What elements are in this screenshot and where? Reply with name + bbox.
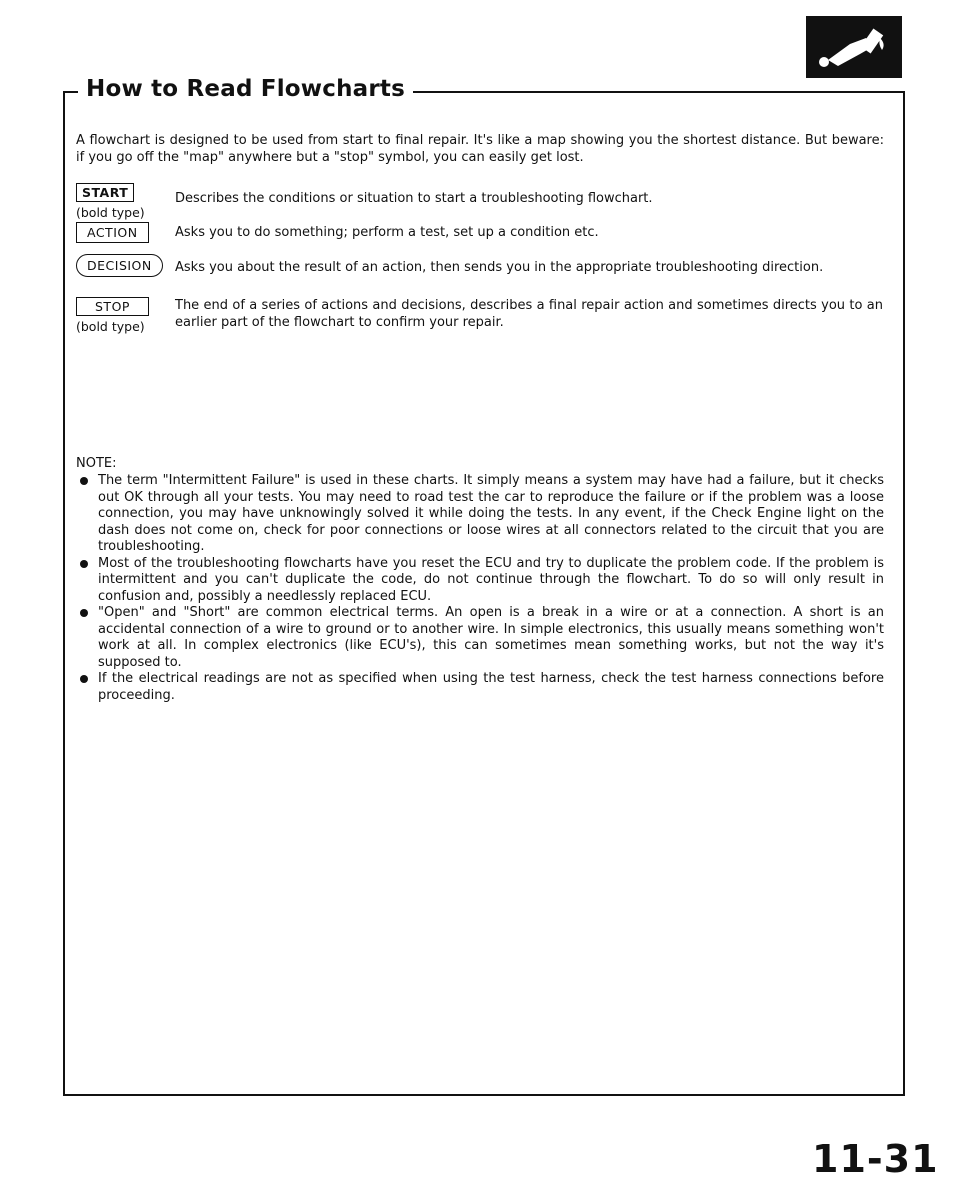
action-symbol: ACTION — [76, 222, 149, 243]
bullet-icon — [80, 477, 88, 485]
stop-description: The end of a series of actions and decisions, describes a final repair action and sometimes directs you to an earlier part of the flowchart to confirm your repair. — [175, 298, 883, 330]
bullet-icon — [80, 675, 88, 683]
start-subnote: (bold type) — [76, 205, 145, 220]
start-description: Describes the conditions or situation to start a troubleshooting flowchart. — [175, 191, 653, 206]
intro-paragraph: A flowchart is designed to be used from start to final repair. It's like a map showing you the shortest distance. But beware: if you go off the "map" anywhere but a "stop" symbol, you can easily get lost. — [76, 133, 884, 165]
page-number: 11-31 — [812, 1137, 939, 1181]
stop-symbol: STOP — [76, 297, 149, 316]
note-item: "Open" and "Short" are common electrical terms. An open is a break in a wire or at a connection. A short is an accidental connection of a wire to ground or to another wire. In simple electronics, this usually means something won't work at all. In complex electronics (like ECU's), this can sometimes mean something works, but not the way it's supposed to. — [76, 605, 884, 671]
page-title: How to Read Flowcharts — [78, 76, 413, 102]
decision-symbol: DECISION — [76, 254, 163, 277]
action-description: Asks you to do something; perform a test, set up a condition etc. — [175, 225, 599, 240]
notes-list — [76, 473, 884, 704]
bullet-icon — [80, 560, 88, 568]
stop-subnote: (bold type) — [76, 319, 145, 334]
note-item: The term "Intermittent Failure" is used in these charts. It simply means a system may have had a failure, but it checks out OK through all your tests. You may need to road test the car to reproduce the failure or if the problem was a loose connection, you may have unknowingly solved it while doing the tests. In any event, if the Check Engine light on the dash does not come on, check for poor connections or loose wires at all connectors related to the circuit that you are troubleshooting. — [76, 473, 884, 556]
bullet-icon — [80, 609, 88, 617]
fuel-injector-icon — [806, 16, 902, 78]
note-label: NOTE: — [76, 456, 117, 471]
start-symbol: START — [76, 183, 134, 202]
note-item: If the electrical readings are not as specified when using the test harness, check the test harness connections before proceeding. — [76, 671, 884, 704]
note-item: Most of the troubleshooting flowcharts have you reset the ECU and try to duplicate the problem code. If the problem is intermittent and you can't duplicate the code, do not continue through the flowchart. To do so will only result in confusion and, possibly a needlessly replaced ECU. — [76, 556, 884, 606]
decision-description: Asks you about the result of an action, then sends you in the appropriate troubleshooting direction. — [175, 260, 824, 275]
